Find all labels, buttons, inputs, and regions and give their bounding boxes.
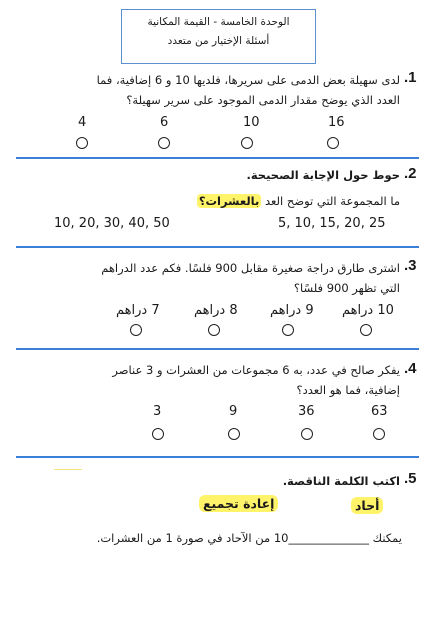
q4-option-2-radio[interactable] [301, 428, 313, 440]
question-5-sentence[interactable]: يمكنك ______________10 من الآحاد في صورة 1 من العشرات. [96, 531, 402, 545]
q3-option-4-label: 7 دراهم [116, 303, 160, 318]
question-5-number: .5 [404, 470, 417, 487]
q3-option-1-label: 10 دراهم [342, 303, 394, 318]
q1-option-1-label: 16 [328, 115, 345, 130]
question-2-prompt-start: ما المجموعة التي توضح العد [261, 194, 400, 208]
question-4-line-1: يفكر صالح في عدد، به 6 مجموعات من العشرات و 3 عناصر [112, 363, 400, 377]
question-1-line-2: العدد الذي يوضح مقدار الدمى الموجود على سرير سهيلة؟ [126, 93, 400, 107]
q3-option-1-radio[interactable] [360, 324, 372, 336]
q4-option-3-label: 9 [229, 404, 238, 419]
question-2-number: .2 [404, 165, 417, 182]
q3-option-4-radio[interactable] [130, 324, 142, 336]
q4-option-1-radio[interactable] [373, 428, 385, 440]
q4-option-2-label: 36 [298, 404, 315, 419]
header-unit-title: الوحدة الخامسة - القيمة المكانية [147, 16, 290, 28]
q1-option-2-radio[interactable] [241, 137, 253, 149]
header-subtitle: أسئلة الإختيار من متعدد [167, 35, 270, 47]
question-5-instruction: اكتب الكلمة الناقصة. [282, 474, 400, 488]
section-divider [16, 246, 419, 248]
question-3-text [60, 258, 400, 298]
q4-option-4-label: 3 [153, 404, 162, 419]
q2-option-counting-by-tens[interactable]: 10, 20, 30, 40, 50 [54, 216, 170, 231]
question-1-number: .1 [404, 69, 417, 86]
decorative-line [54, 469, 82, 470]
q1-option-3-radio[interactable] [158, 137, 170, 149]
question-4-line-2: إضافية، فما هو العدد؟ [296, 383, 400, 397]
question-3-line-2: التي تظهر 900 فلسًا؟ [293, 281, 400, 295]
q3-option-2-label: 9 دراهم [270, 303, 314, 318]
q4-option-4-radio[interactable] [152, 428, 164, 440]
q1-option-3-label: 6 [160, 115, 169, 130]
word-bank-ones: أحاد [351, 497, 383, 514]
word-bank-regroup: إعادة تجميع [199, 495, 278, 512]
question-2-prompt-highlight: بالعشرات؟ [198, 194, 260, 208]
worksheet-header [121, 9, 316, 64]
q4-option-1-label: 63 [371, 404, 388, 419]
q1-option-2-label: 10 [243, 115, 260, 130]
question-2-prompt [150, 191, 400, 211]
q2-option-counting-by-fives[interactable]: 5, 10, 15, 20, 25 [278, 216, 386, 231]
question-4-text [40, 360, 400, 400]
section-divider [16, 456, 419, 458]
q4-option-3-radio[interactable] [228, 428, 240, 440]
section-divider [16, 348, 419, 350]
q3-option-3-radio[interactable] [208, 324, 220, 336]
question-3-number: .3 [404, 257, 417, 274]
q1-option-1-radio[interactable] [327, 137, 339, 149]
question-1-line-1: لدى سهيلة بعض الدمى على سريرها، فلديها 10 و 6 إضافية، فما [96, 73, 400, 87]
section-divider [16, 157, 419, 159]
q3-option-3-label: 8 دراهم [194, 303, 238, 318]
question-1-text [30, 70, 400, 110]
question-4-number: .4 [404, 360, 417, 377]
q1-option-4-label: 4 [78, 115, 87, 130]
question-2-instruction: حوط حول الإجابة الصحيحة. [246, 168, 400, 182]
question-3-line-1: اشترى طارق دراجة صغيرة مقابل 900 فلسًا. فكم عدد الدراهم [101, 261, 400, 275]
q1-option-4-radio[interactable] [76, 137, 88, 149]
q3-option-2-radio[interactable] [282, 324, 294, 336]
